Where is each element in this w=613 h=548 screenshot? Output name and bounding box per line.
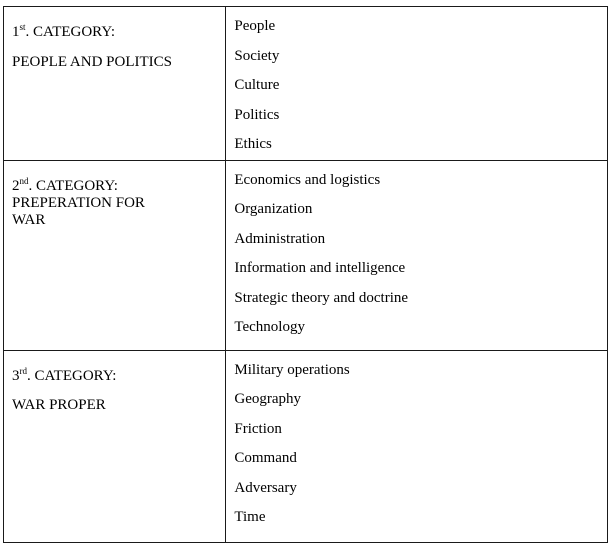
category-cell <box>4 160 226 350</box>
list-item: People <box>234 18 276 34</box>
category-title: WAR PROPER <box>12 397 106 413</box>
list-item: Society <box>234 47 280 64</box>
category-cell <box>4 7 226 161</box>
category-ordinal-suffix: rd <box>19 365 27 376</box>
category-title: PREPERATION FOR WAR <box>12 195 145 228</box>
list-item: Ethics <box>234 136 272 152</box>
items-cell <box>226 350 608 542</box>
table-row <box>4 7 608 161</box>
list-item: Geography <box>234 391 302 407</box>
table-row <box>4 160 608 350</box>
list-item: Strategic theory and doctrine <box>234 289 409 306</box>
category-heading <box>12 362 225 392</box>
list-item: Military operations <box>234 361 350 378</box>
list-item: Politics <box>234 106 280 123</box>
categories-table <box>3 6 608 543</box>
list-item: Adversary <box>234 479 297 496</box>
category-label: . CATEGORY: <box>27 367 117 384</box>
list-item: Economics and logistics <box>234 171 381 188</box>
category-label: . CATEGORY: <box>25 24 115 40</box>
list-item: Technology <box>234 319 305 335</box>
list-item: Friction <box>234 420 282 437</box>
table-row <box>4 350 608 542</box>
list-item: Time <box>234 509 266 525</box>
category-ordinal: 3 <box>12 367 20 384</box>
items-cell <box>226 7 608 161</box>
category-ordinal: 2 <box>12 177 20 194</box>
category-ordinal-suffix: st <box>19 22 26 32</box>
category-label: . CATEGORY: <box>28 177 118 194</box>
category-heading <box>12 18 225 48</box>
list-item: Administration <box>234 230 326 247</box>
list-item: Information and intelligence <box>234 260 406 276</box>
category-ordinal: 1 <box>12 24 20 40</box>
category-cell <box>4 350 226 542</box>
items-cell <box>226 160 608 350</box>
list-item: Command <box>234 450 297 466</box>
category-ordinal-suffix: nd <box>19 175 29 186</box>
category-title: PEOPLE AND POLITICS <box>12 53 173 70</box>
list-item: Culture <box>234 77 280 93</box>
list-item: Organization <box>234 201 313 217</box>
